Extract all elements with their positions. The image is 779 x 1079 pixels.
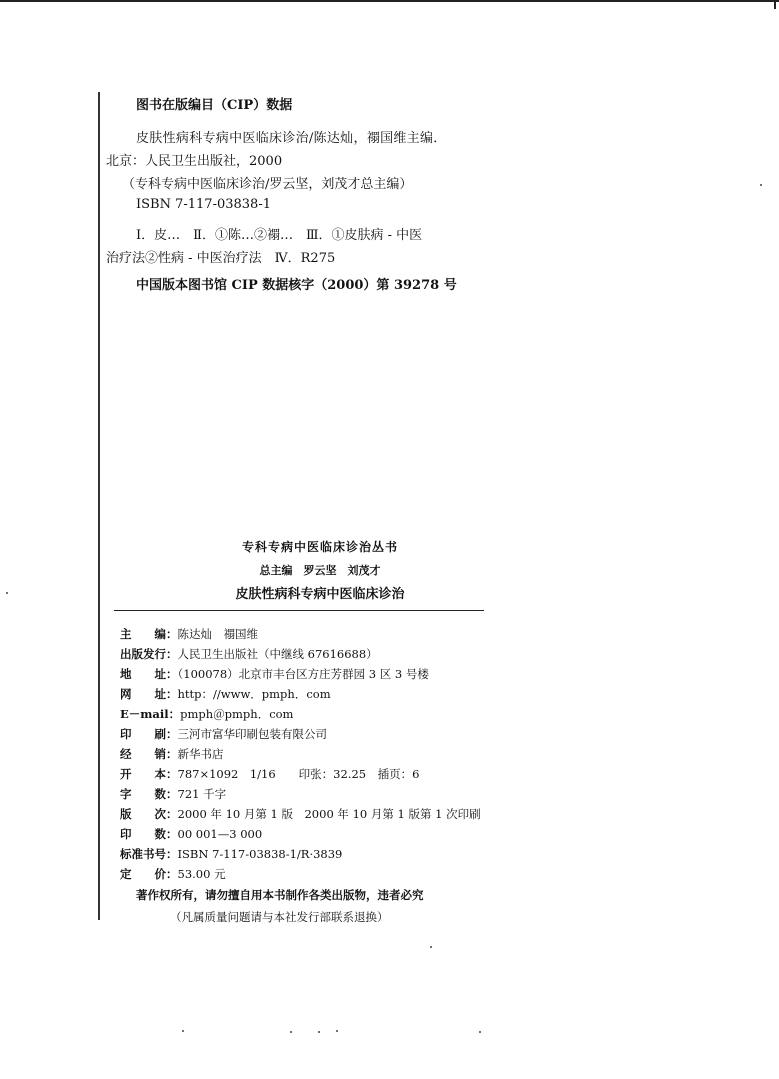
imprint-label: 印 刷 bbox=[120, 727, 166, 741]
imprint-label: 标准书号 bbox=[120, 847, 166, 861]
imprint-value: 陈达灿 禤国维 bbox=[177, 627, 258, 641]
imprint-row: 印 数：00 001—3 000 bbox=[120, 827, 263, 841]
imprint-label: 字 数 bbox=[120, 787, 166, 801]
scan-speck bbox=[182, 1030, 184, 1032]
imprint-value: pmph＠pmph．com bbox=[180, 707, 294, 721]
scan-speck bbox=[318, 1031, 320, 1033]
cip-classification-1: Ⅰ．皮… Ⅱ．①陈…②禤… Ⅲ．①皮肤病 - 中医 bbox=[136, 228, 423, 243]
imprint-value: 721 千字 bbox=[177, 787, 227, 801]
cip-publisher-line: 北京：人民卫生出版社，2000 bbox=[106, 154, 283, 169]
imprint-value: 2000 年 10 月第 1 版 2000 年 10 月第 1 版第 1 次印刷 bbox=[177, 807, 481, 821]
cip-isbn: ISBN 7-117-03838-1 bbox=[136, 197, 271, 212]
imprint-label: 网 址 bbox=[120, 687, 166, 701]
imprint-row: 开 本：787×1092 1/16 印张：32.25 插页：6 bbox=[120, 767, 420, 781]
imprint-label: 版 次 bbox=[120, 807, 166, 821]
imprint-row: 字 数：721 千字 bbox=[120, 787, 227, 801]
imprint-value: 53.00 元 bbox=[177, 867, 226, 881]
cip-title-line: 皮肤性病科专病中医临床诊治/陈达灿，禤国维主编． bbox=[136, 131, 447, 146]
imprint-value: http：//www．pmph．com bbox=[177, 687, 331, 701]
scan-speck bbox=[479, 1031, 481, 1033]
imprint-row: 主 编：陈达灿 禤国维 bbox=[120, 627, 258, 641]
imprint-value: ISBN 7-117-03838-1/R·3839 bbox=[177, 847, 343, 861]
imprint-label: 出版发行 bbox=[120, 647, 166, 661]
top-right-tick bbox=[774, 0, 776, 9]
imprint-label: 印 数 bbox=[120, 827, 166, 841]
imprint-label: 开 本 bbox=[120, 767, 166, 781]
imprint-label: 经 销 bbox=[120, 747, 166, 761]
book-title: 皮肤性病科专病中医临床诊治 bbox=[235, 587, 405, 602]
cip-series-line: （专科专病中医临床诊治/罗云坚，刘茂才总主编） bbox=[122, 177, 413, 192]
cip-record-number: 中国版本图书馆 CIP 数据核字（2000）第 39278 号 bbox=[136, 278, 457, 293]
imprint-value: 人民卫生出版社（中继线 67616688） bbox=[177, 647, 378, 661]
series-name: 专科专病中医临床诊治丛书 bbox=[241, 540, 398, 554]
imprint-row: 出版发行：人民卫生出版社（中继线 67616688） bbox=[120, 647, 378, 661]
top-border-line bbox=[0, 0, 779, 2]
imprint-row: 印 刷：三河市富华印刷包装有限公司 bbox=[120, 727, 327, 741]
imprint-value: 新华书店 bbox=[177, 747, 224, 761]
scan-speck bbox=[6, 592, 8, 594]
imprint-row: 版 次：2000 年 10 月第 1 版 2000 年 10 月第 1 版第 1 次印刷 bbox=[120, 807, 481, 821]
title-divider bbox=[114, 610, 484, 611]
imprint-label: 地 址 bbox=[120, 667, 166, 681]
copyright-notice: 著作权所有，请勿擅自用本书制作各类出版物，违者必究 bbox=[136, 888, 424, 902]
series-chief-editors: 总主编 罗云坚 刘茂才 bbox=[259, 564, 381, 577]
returns-notice: （凡属质量问题请与本社发行部联系退换） bbox=[170, 910, 389, 924]
imprint-row: E－mail：pmph＠pmph．com bbox=[120, 707, 294, 721]
imprint-value: （100078）北京市丰台区方庄芳群园 3 区 3 号楼 bbox=[177, 667, 429, 681]
imprint-value: 三河市富华印刷包装有限公司 bbox=[177, 727, 327, 741]
imprint-label: 定 价 bbox=[120, 867, 166, 881]
imprint-value: 00 001—3 000 bbox=[177, 827, 263, 841]
imprint-value: 787×1092 1/16 印张：32.25 插页：6 bbox=[177, 767, 420, 781]
scan-speck bbox=[430, 946, 432, 948]
imprint-row: 定 价：53.00 元 bbox=[120, 867, 226, 881]
scan-speck bbox=[290, 1031, 292, 1033]
imprint-row: 地 址：（100078）北京市丰台区方庄芳群园 3 区 3 号楼 bbox=[120, 667, 429, 681]
imprint-row: 经 销：新华书店 bbox=[120, 747, 224, 761]
left-margin-line bbox=[98, 92, 100, 920]
imprint-row: 标准书号：ISBN 7-117-03838-1/R·3839 bbox=[120, 847, 343, 861]
imprint-label: E－mail bbox=[120, 707, 169, 721]
cip-classification-2: 治疗法②性病 - 中医治疗法 Ⅳ．R275 bbox=[106, 251, 336, 266]
imprint-row: 网 址：http：//www．pmph．com bbox=[120, 687, 331, 701]
scan-speck bbox=[336, 1030, 338, 1032]
imprint-label: 主 编 bbox=[120, 627, 166, 641]
cip-heading: 图书在版编目（CIP）数据 bbox=[136, 98, 293, 113]
scan-speck bbox=[760, 184, 762, 186]
